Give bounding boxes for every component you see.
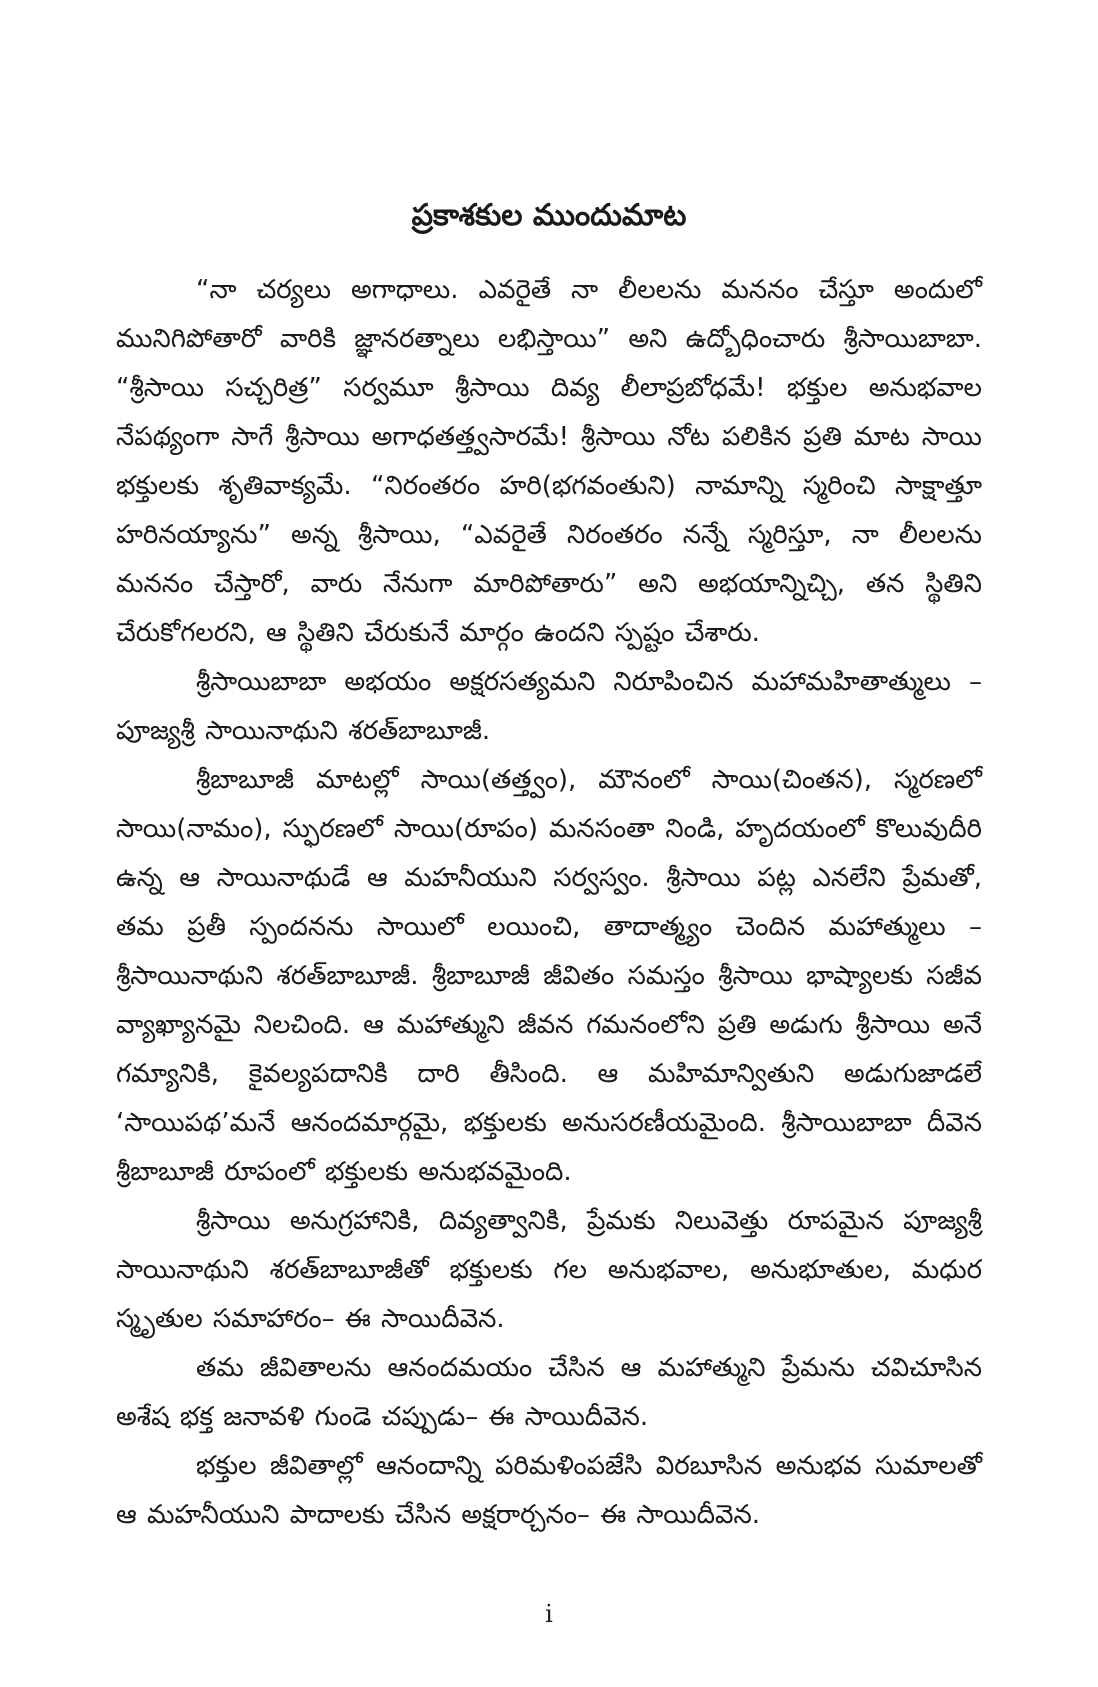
paragraph-4: శ్రీసాయి అనుగ్రహానికి, దివ్యత్వానికి, ప్రేమకు నిలువెత్తు రూపమైన పూజ్యశ్రీ సాయినాథుని శరత్‌బాబూజీతో భక్తులకు గల అనుభవాల, అనుభూతుల, మధుర స్మృతుల సమాహారం– ఈ సాయిదీవెన.	[116, 1206, 982, 1334]
page-title: ప్రకాశకుల ముందుమాట	[411, 198, 687, 233]
paragraph-3: శ్రీబాబూజీ మాటల్లో సాయి(తత్త్వం), మౌనంలో సాయి(చింతన), స్మరణలో సాయి(నామం), స్ఫురణలో సాయి(రూపం) మనసంతా నిండి, హృదయంలో కొలువుదీరి ఉన్న ఆ సాయినాథుడే ఆ మహనీయుని సర్వస్వం. శ్రీసాయి పట్ల ఎనలేని ప్రేమతో, తమ ప్రతీ స్పందనను సాయిలో లయించి, తాదాత్మ్యం చెందిన మహాత్ములు – శ్రీసాయినాథుని శరత్‌బాబూజీ. శ్రీబాబూజీ జీవితం సమస్తం శ్రీసాయి భాష్యాలకు సజీవ వ్యాఖ్యానమై నిలచింది. ఆ మహాత్ముని జీవన గమనంలోని ప్రతి అడుగు శ్రీసాయి అనే గమ్యానికి, కైవల్యపదానికి దారి తీసింది. ఆ మహిమాన్వితుని అడుగుజాడలే ‘సాయిపథ’మనే ఆనందమార్గమై, భక్తులకు అనుసరణీయమైంది. శ్రీసాయిబాబా దీవెన శ్రీబాబూజీ రూపంలో భక్తులకు అనుభవమైంది.	[116, 765, 982, 1187]
paragraph-6: భక్తుల జీవితాల్లో ఆనందాన్ని పరిమళింపజేసి విరబూసిన అనుభవ సుమాలతో ఆ మహనీయుని పాదాలకు చేసిన అక్షరార్చనం– ఈ సాయిదీవెన.	[116, 1451, 982, 1530]
paragraph-5: తమ జీవితాలను ఆనందమయం చేసిన ఆ మహాత్ముని ప్రేమను చవిచూసిన అశేష భక్త జనావళి గుండె చప్పుడు– ఈ సాయిదీవెన.	[116, 1353, 982, 1432]
page-content	[116, 196, 982, 1540]
page-number: i	[545, 1600, 553, 1628]
paragraph-1: “నా చర్యలు అగాధాలు. ఎవరైతే నా లీలలను మననం చేస్తూ అందులో మునిగిపోతారో వారికి జ్ఞానరత్నాలు లభిస్తాయి” అని ఉద్బోధించారు శ్రీసాయిబాబా. “శ్రీసాయి సచ్చరిత్ర” సర్వమూ శ్రీసాయి దివ్య లీలాప్రబోధమే! భక్తుల అనుభవాల నేపథ్యంగా సాగే శ్రీసాయి అగాధతత్త్వసారమే! శ్రీసాయి నోట పలికిన ప్రతి మాట సాయి భక్తులకు శృతివాక్యమే. “నిరంతరం హరి(భగవంతుని) నామాన్ని స్మరించి సాక్షాత్తూ హరినయ్యాను” అన్న శ్రీసాయి, “ఎవరైతే నిరంతరం నన్నే స్మరిస్తూ, నా లీలలను మననం చేస్తారో, వారు నేనుగా మారిపోతారు” అని అభయాన్నిచ్చి, తన స్థితిని చేరుకోగలరని, ఆ స్థితిని చేరుకునే మార్గం ఉందని స్పష్టం చేశారు.	[116, 275, 982, 648]
paragraph-2: శ్రీసాయిబాబా అభయం అక్షరసత్యమని నిరూపించిన మహామహితాత్ములు – పూజ్యశ్రీ సాయినాథుని శరత్‌బాబూజీ.	[116, 667, 982, 746]
